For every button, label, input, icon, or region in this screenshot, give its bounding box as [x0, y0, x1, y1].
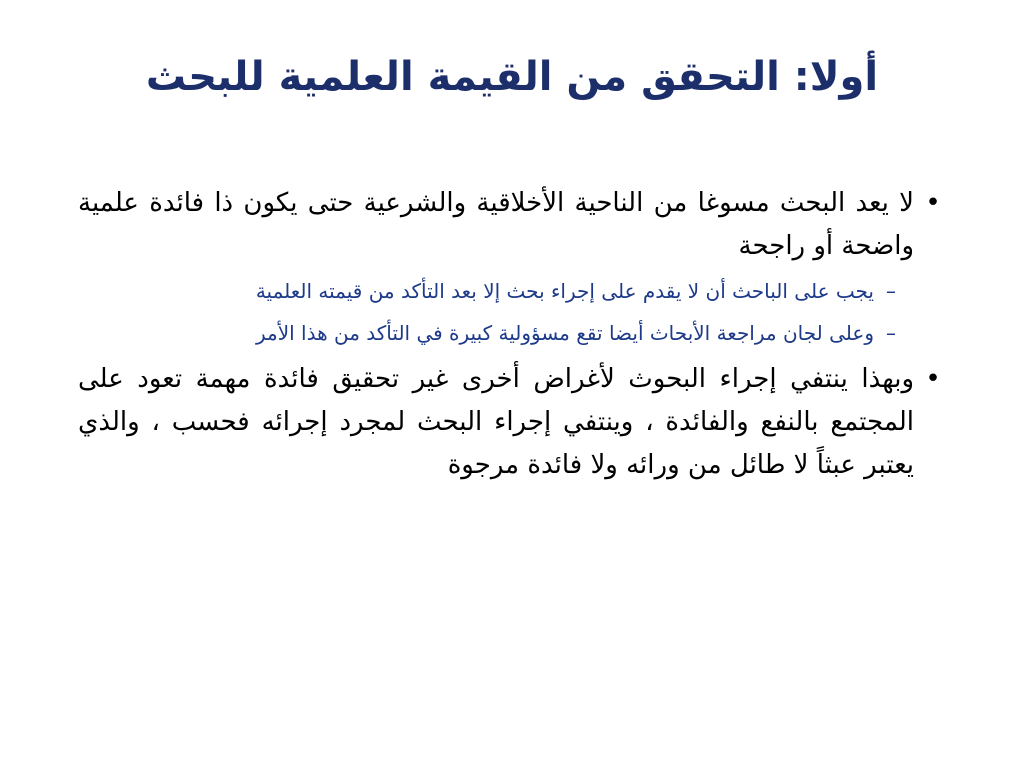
bullet-item — [78, 182, 944, 268]
dash-icon: – — [886, 321, 896, 345]
bullet-text: لا يعد البحث مسوغا من الناحية الأخلاقية والشرعية حتى يكون ذا فائدة علمية واضحة أو راجحة — [78, 188, 914, 261]
sub-bullet-text: يجب على الباحث أن لا يقدم على إجراء بحث إلا بعد التأكد من قيمته العلمية — [255, 279, 874, 303]
bullet-text: وبهذا ينتفي إجراء البحوث لأغراض أخرى غير تحقيق فائدة مهمة تعود على المجتمع بالنفع والفائدة ، وينتفي إجراء البحث لمجرد إجرائه فحسب ، والذي يعتبر عبثاً لا طائل من ورائه ولا فائدة مرجوة — [78, 364, 914, 480]
dash-icon: – — [886, 279, 896, 303]
sub-bullet-item — [78, 276, 944, 306]
bullet-item — [78, 358, 944, 487]
bullet-icon: • — [925, 364, 941, 394]
slide-content — [78, 182, 944, 487]
bullet-icon: • — [925, 188, 941, 218]
sub-bullet-text: وعلى لجان مراجعة الأبحاث أيضا تقع مسؤولية كبيرة في التأكد من هذا الأمر — [255, 321, 874, 345]
sub-bullet-item — [78, 318, 944, 348]
slide-title: أولا: التحقق من القيمة العلمية للبحث — [145, 54, 879, 100]
